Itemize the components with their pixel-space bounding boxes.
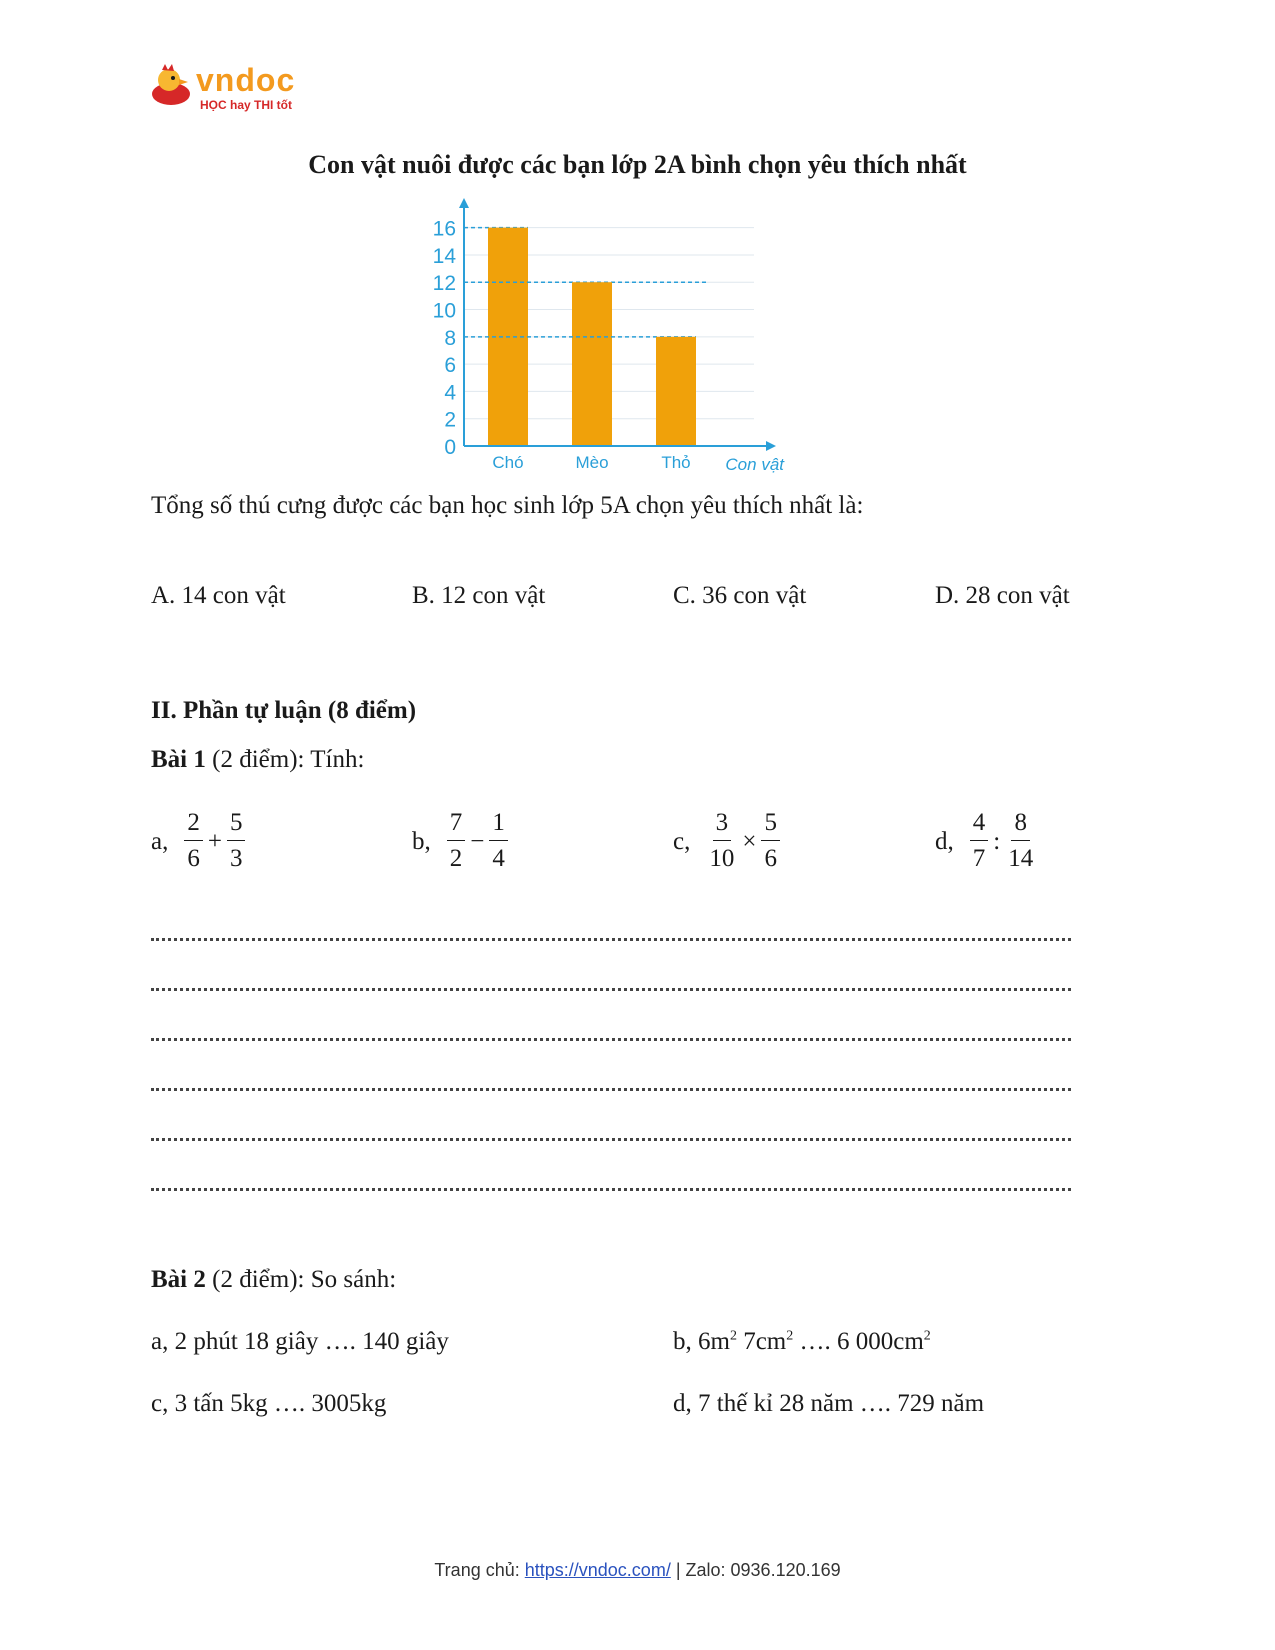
operator: :	[993, 827, 1001, 855]
chart-title: Con vật nuôi được các bạn lớp 2A bình chọn yêu thích nhất	[308, 150, 967, 179]
operator: +	[207, 827, 222, 855]
bai2-item-d: d, 7 thế kỉ 28 năm …. 729 năm	[673, 1390, 985, 1417]
bai2-item-b	[673, 1328, 931, 1356]
bai1-heading	[151, 746, 364, 774]
bai1-label: Bài 1	[151, 746, 206, 773]
expr-a	[151, 806, 247, 877]
section-heading: II. Phần tự luận (8 điểm)	[151, 697, 417, 724]
fraction	[227, 806, 246, 877]
option-a: A. 14 con vật	[151, 582, 286, 609]
footer	[0, 1560, 1275, 1581]
b-part: 7cm	[736, 1328, 787, 1355]
b-part: b, 6m	[673, 1328, 730, 1355]
bai1-rest: (2 điểm): Tính:	[205, 746, 365, 773]
operator: −	[470, 827, 485, 855]
fraction	[1005, 806, 1036, 877]
y-tick-label: 12	[432, 272, 456, 296]
numerator: 3	[713, 806, 732, 841]
expr-label: c,	[673, 827, 691, 855]
option-c: C. 36 con vật	[673, 582, 807, 609]
y-tick-label: 16	[432, 217, 456, 241]
superscript: 2	[786, 1328, 794, 1344]
fraction	[970, 806, 989, 877]
fraction	[184, 806, 203, 877]
x-tick-label: Thỏ	[661, 453, 691, 472]
footer-suffix: | Zalo: 0936.120.169	[670, 1560, 841, 1580]
denominator: 2	[449, 845, 463, 872]
bar-Mèo	[572, 282, 612, 446]
answer-line	[151, 1038, 1071, 1043]
denominator: 4	[492, 845, 505, 872]
fraction	[761, 806, 780, 877]
denominator: 6	[187, 845, 200, 872]
bai2-heading	[151, 1266, 396, 1294]
logo-tagline: HỌC hay THI tốt	[200, 98, 292, 112]
superscript: 2	[923, 1328, 931, 1344]
numerator: 8	[1011, 806, 1030, 841]
bai2-label: Bài 2	[151, 1266, 206, 1293]
y-tick-label: 2	[444, 408, 456, 432]
expr-c	[673, 806, 782, 877]
footer-link[interactable]: https://vndoc.com/	[524, 1560, 671, 1580]
rooster-mascot-icon	[148, 64, 194, 110]
fraction	[489, 806, 508, 877]
b-part: …. 6 000cm	[793, 1328, 924, 1355]
bar-chart	[420, 198, 840, 483]
footer-prefix: Trang chủ:	[434, 1560, 525, 1580]
answer-line	[151, 988, 1071, 993]
question-text: Tổng số thú cưng được các bạn học sinh lớp 5A chọn yêu thích nhất là:	[151, 492, 864, 519]
fraction	[447, 806, 466, 877]
y-tick-label: 6	[444, 354, 456, 378]
y-tick-label: 10	[432, 299, 456, 323]
bar-Thỏ	[656, 337, 696, 446]
numerator: 7	[447, 806, 466, 841]
numerator: 5	[227, 806, 246, 841]
expr-label: b,	[412, 827, 431, 855]
option-d: D. 28 con vật	[935, 582, 1070, 609]
x-axis-arrow-icon	[766, 441, 776, 451]
y-axis-arrow-icon	[459, 198, 469, 208]
bai2-item-c: c, 3 tấn 5kg …. 3005kg	[151, 1390, 387, 1417]
y-tick-label: 4	[444, 381, 456, 405]
expr-d	[935, 806, 1038, 877]
y-tick-label: 8	[444, 326, 456, 350]
operator: ×	[742, 827, 757, 855]
numerator: 5	[761, 806, 780, 841]
denominator: 3	[229, 845, 243, 872]
answer-line	[151, 938, 1071, 943]
vndoc-logo	[148, 62, 308, 118]
expr-label: d,	[935, 827, 954, 855]
answer-line	[151, 1188, 1071, 1193]
y-tick-label: 14	[432, 244, 456, 268]
denominator: 7	[972, 845, 986, 872]
x-tick-label: Mèo	[575, 453, 609, 472]
answer-line	[151, 1088, 1071, 1093]
bai2-rest: (2 điểm): So sánh:	[205, 1266, 397, 1293]
superscript: 2	[729, 1328, 737, 1344]
numerator: 1	[489, 806, 508, 841]
x-tick-label: Chó	[492, 453, 524, 472]
expr-b	[412, 806, 510, 877]
fraction	[706, 806, 737, 877]
bai2-item-a: a, 2 phút 18 giây …. 140 giây	[151, 1328, 449, 1355]
denominator: 6	[764, 845, 777, 872]
logo-brand: vndoc	[196, 62, 296, 98]
answer-line	[151, 1138, 1071, 1143]
option-b: B. 12 con vật	[412, 582, 546, 609]
numerator: 2	[184, 806, 203, 841]
expr-label: a,	[151, 827, 169, 855]
x-axis-label: Con vật	[725, 455, 784, 474]
denominator: 10	[709, 845, 735, 872]
y-tick-label: 0	[444, 436, 456, 459]
denominator: 14	[1008, 845, 1034, 872]
numerator: 4	[970, 806, 989, 841]
